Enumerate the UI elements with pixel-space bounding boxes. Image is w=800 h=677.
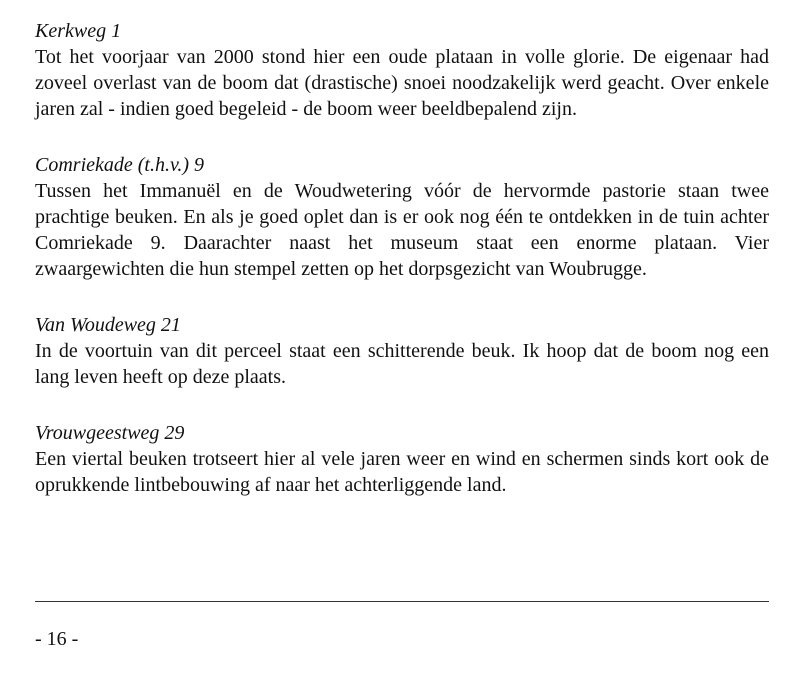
entry-text: Een viertal beuken trotseert hier al vele jaren weer en wind en schermen sinds kort ook de oprukkende lintbebouwing af naar het achterliggende land.: [35, 448, 769, 496]
entry-title: Kerkweg 1: [35, 20, 122, 42]
entry-vrouwgeestweg: [35, 420, 769, 498]
entry-text: Tot het voorjaar van 2000 stond hier een oude plataan in volle glorie. De eigenaar had zoveel overlast van de boom dat (drastische) snoei noodzakelijk werd geacht. Over enkele jaren zal - indien goed begeleid - de boom weer beeldbepalend zijn.: [35, 46, 769, 120]
entry-kerkweg: [35, 18, 769, 122]
entry-title: Vrouwgeestweg 29: [35, 422, 185, 444]
entry-text: In de voortuin van dit perceel staat een schitterende beuk. Ik hoop dat de boom nog een lang leven heeft op deze plaats.: [35, 340, 769, 388]
entry-text: Tussen het Immanuël en de Woudwetering vóór de hervormde pastorie staan twee prachtige beuken. En als je goed oplet dan is er ook nog één te ontdekken in de tuin achter Comriekade 9. Daarachter naast het museum staat een enorme plataan. Vier zwaargewichten die hun stempel zetten op het dorpsgezicht van Woubrugge.: [35, 180, 769, 280]
page-number: - 16 -: [35, 628, 79, 650]
document-body: [35, 18, 769, 528]
entry-title: Comriekade (t.h.v.) 9: [35, 154, 205, 176]
entry-comriekade: [35, 152, 769, 282]
entry-van-woudeweg: [35, 312, 769, 390]
footer-divider: [35, 601, 769, 602]
entry-title: Van Woudeweg 21: [35, 314, 181, 336]
